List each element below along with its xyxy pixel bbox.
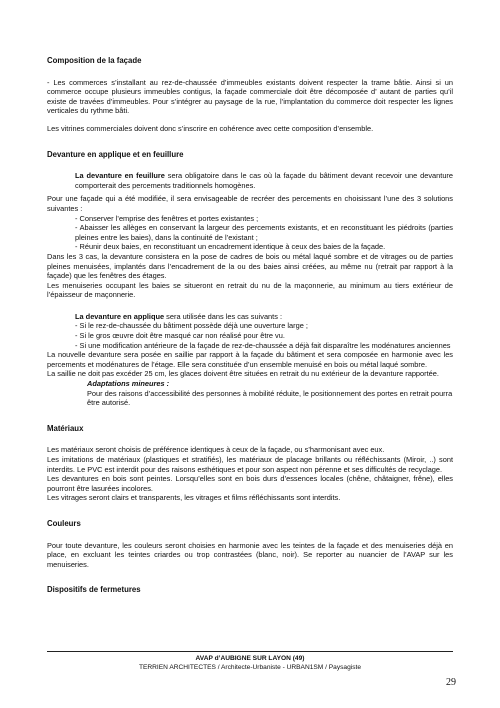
devanture-paragraph: Pour une façade qui a été modifiée, il sera envisageable de recréer des percements en choisissant l’une des 3 solutions suivantes : xyxy=(47,194,453,213)
devanture-feuillure-text: sera obligatoire dans le cas où la façade du bâtiment devant recevoir une devanture comporterait des percements traditionnels homogènes. xyxy=(75,171,453,190)
adaptations-text: Pour des raisons d’accessibilité des personnes à mobilité réduite, le positionnement des portes en retrait pourra être autorisé. xyxy=(87,388,453,408)
devanture-applique-paragraph xyxy=(47,312,453,322)
devanture-applique-lead: La devanture en applique xyxy=(75,311,165,321)
section-title-composition: Composition de la façade xyxy=(47,56,142,65)
solution-item: - Conserver l’emprise des fenêtres et portes existantes ; xyxy=(75,213,259,223)
solution-item: - Abaisser les allèges en conservant la largeur des percements existants, et en reconstituant les piédroits (parties pleines entre les baies), dans la continuité de l’existant ; xyxy=(75,223,453,242)
footer-title: AVAP d’AUBIGNE SUR LAYON (49) xyxy=(195,655,305,662)
footer-divider xyxy=(47,651,453,652)
case-item: - Si une modification antérieure de la façade de rez-de-chaussée a déjà fait disparaître les modénatures anciennes xyxy=(75,340,451,350)
footer-credits: TERRIEN ARCHITECTES / Architecte-Urbaniste - URBAN1SM / Paysagiste xyxy=(138,664,362,671)
section-title-fermetures: Dispositifs de fermetures xyxy=(47,585,141,595)
case-item: - Si le rez-de-chaussée du bâtiment possède déjà une ouverture large ; xyxy=(75,321,308,331)
devanture-feuillure-paragraph xyxy=(47,171,453,190)
section-title-couleurs: Couleurs xyxy=(47,518,81,528)
devanture-paragraph: Les menuiseries occupant les baies se situeront en retrait du nu de la maçonnerie, au minimum au tiers extérieur de l’épaisseur de maçonnerie. xyxy=(47,280,453,300)
section-title-materiaux: Matériaux xyxy=(47,423,84,433)
page-number: 29 xyxy=(446,677,456,688)
composition-paragraph: Les vitrines commerciales doivent donc s’inscrire en cohérence avec cette composition d’ensemble. xyxy=(47,123,374,133)
devanture-feuillure-lead: La devanture en feuillure xyxy=(75,171,165,181)
materiaux-paragraph: Les imitations de matériaux (plastiques et stratifiés), les matériaux de placage brillants ou réfléchissants (Miroir, ..) sont interdits. Le PVC est interdit pour des raisons esthétiques et pour son aspect non pérenne et ses difficultés de recyclage. xyxy=(47,455,453,474)
page-content xyxy=(47,56,453,595)
solution-item: - Réunir deux baies, en reconstituant un encadrement identique à ceux des baies de la façade. xyxy=(75,242,386,252)
section-title-devanture: Devanture en applique et en feuillure xyxy=(47,149,184,159)
case-item: - Si le gros œuvre doit être masqué car non réalisé pour être vu. xyxy=(75,331,285,341)
devanture-applique-text: sera utilisée dans les cas suivants : xyxy=(164,311,283,321)
devanture-paragraph: Dans les 3 cas, la devanture consistera en la pose de cadres de bois ou métal laqué sombre et de vitrages ou de parties pleines menuisées, implantés dans l’encadrement de la ou des baies ainsi créées, au même nu (retrait par rapport à la façade) que les fenêtres des étages. xyxy=(47,251,453,281)
composition-paragraph: - Les commerces s’installant au rez-de-chaussée d’immeubles existants doivent respecter la trame bâtie. Ainsi si un commerce occupe plusieurs immeubles contigus, la façade commerciale doit être décomposée d’ autant de parties qu’il existe de travées d’immeubles. Pour s’intégrer au paysage de la rue, l’implantation du commerce doit respecter les lignes verticales du rythme bâti. xyxy=(47,77,453,116)
adaptations-title: Adaptations mineures : xyxy=(87,379,170,389)
devanture-paragraph: La nouvelle devanture sera posée en saillie par rapport à la façade du bâtiment et sera composée en harmonie avec les percements et modénatures de l’étage. Elle sera constituée d’un ensemble menuisé en bois ou métal laqué sombre. xyxy=(47,350,453,369)
materiaux-paragraph: Les devantures en bois sont peintes. Lorsqu’elles sont en bois durs d’essences locales (chêne, châtaigner, frêne), elles pourront être lasurées incolores. xyxy=(47,474,453,493)
materiaux-paragraph: Les matériaux seront choisis de préférence identiques à ceux de la façade, ou s’harmonisant avec eux. xyxy=(47,445,385,455)
devanture-paragraph: La saillie ne doit pas excéder 25 cm, les glaces doivent être situées en retrait du nu extérieur de la devanture rapportée. xyxy=(47,369,439,379)
couleurs-paragraph: Pour toute devanture, les couleurs seront choisies en harmonie avec les teintes de la façade et des menuiseries déjà en place, en excluant les teintes criardes ou trop contrastées (blanc, noir). Se reporter au nuancier de l’AVAP sur les menuiseries. xyxy=(47,540,453,569)
materiaux-paragraph: Les vitrages seront clairs et transparents, les vitrages et films réfléchissants sont interdits. xyxy=(47,493,341,503)
